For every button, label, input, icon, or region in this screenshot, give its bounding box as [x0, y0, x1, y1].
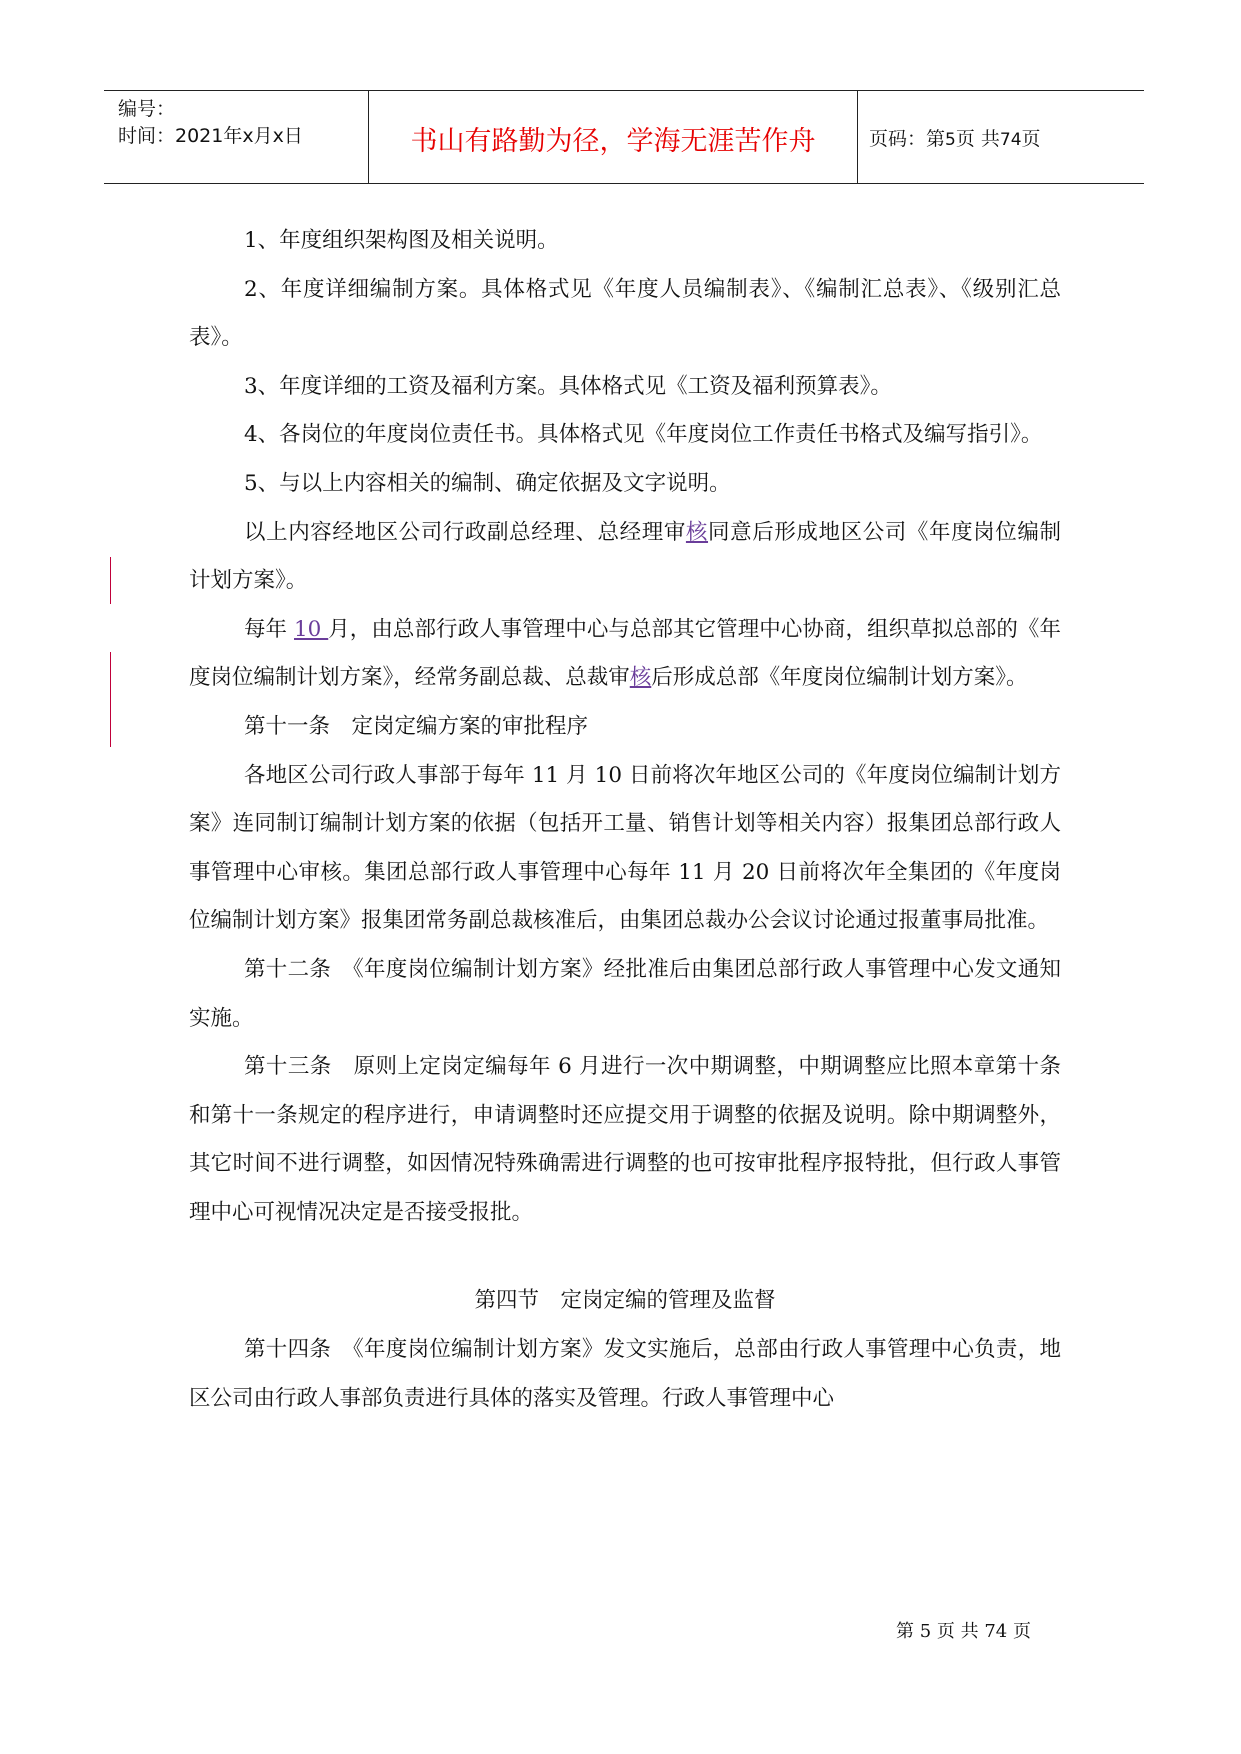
header-info-cell [104, 91, 368, 183]
paragraph: 1、年度组织架构图及相关说明。 [244, 228, 559, 253]
revised-text: 核 [629, 665, 652, 691]
serial-label: 编号： [118, 98, 176, 120]
document-body [189, 217, 1061, 1423]
paragraph: 4、各岗位的年度岗位责任书。具体格式见《年度岗位工作责任书格式及编写指引》。 [244, 422, 1043, 448]
revised-text: 核 [685, 519, 709, 545]
text-run: 以上内容经地区公司行政副总经理、总经理审 [244, 519, 686, 545]
page-prefix: 页码：第 [869, 128, 946, 150]
page-number: 5 [945, 130, 956, 150]
section-title: 第四节 定岗定编的管理及监督 [474, 1288, 776, 1314]
page-mid: 页 共 [955, 128, 1000, 150]
paragraph-review [189, 509, 1061, 606]
paragraph-october [189, 606, 1061, 703]
revision-bar [110, 652, 111, 747]
page-info [869, 124, 1041, 151]
revision-bar [110, 557, 111, 604]
paragraph: 5、与以上内容相关的编制、确定依据及文字说明。 [244, 470, 731, 496]
time-label: 时间：2021年x月x日 [118, 125, 303, 147]
motto: 书山有路勤为径，学海无涯苦作舟 [410, 126, 816, 157]
text-run: 同意后形成地区公司《年度岗位编制计划方案》。 [189, 519, 1061, 594]
paragraph: 第十四条 《年度岗位编制计划方案》发文实施后，总部由行政人事管理中心负责，地区公司由行政人事部负责进行具体的落实及管理。行政人事管理中心 [189, 1337, 1061, 1411]
page-footer: 第 5 页 共 74 页 [896, 1621, 1031, 1642]
paragraph: 2、年度详细编制方案。具体格式见《年度人员编制表》、《编制汇总表》、《级别汇总表》。 [189, 276, 1061, 351]
paragraph: 各地区公司行政人事部于每年 11 月 10 日前将次年地区公司的《年度岗位编制计划方案》连同制订编制计划方案的依据（包括开工量、销售计划等相关内容）报集团总部行政人事管理中心审核。集团总部行政人事管理中心每年 11 月 20 日前将次年全集团的《年度岗位编制计划方案》报集团常务副总裁核准后，由集团总裁办公会议讨论通过报董事局批准。 [189, 762, 1061, 934]
page-total: 74 [999, 130, 1022, 150]
header-page-cell [857, 91, 1144, 183]
paragraph: 3、年度详细的工资及福利方案。具体格式见《工资及福利预算表》。 [244, 373, 892, 399]
page-header [104, 90, 1144, 184]
revised-text: 10 [294, 616, 329, 642]
text-run: 后形成总部《年度岗位编制计划方案》。 [651, 665, 1028, 691]
article-heading: 第十一条 定岗定编方案的审批程序 [244, 713, 589, 739]
paragraph: 第十二条 《年度岗位编制计划方案》经批准后由集团总部行政人事管理中心发文通知实施。 [189, 956, 1061, 1031]
page-suffix: 页 [1021, 128, 1041, 150]
text-run: 每年 [244, 616, 294, 642]
text-run: 月，由总部行政人事管理中心与总部其它管理中心协商，组织草拟总部的《年度岗位编制计划方案》，经常务副总裁、总裁审 [189, 616, 1061, 691]
paragraph: 第十三条 原则上定岗定编每年 6 月进行一次中期调整，中期调整应比照本章第十条和第十一条规定的程序进行，申请调整时还应提交用于调整的依据及说明。除中期调整外，其它时间不进行调整，如因情况特殊确需进行调整的也可按审批程序报特批，但行政人事管理中心可视情况决定是否接受报批。 [189, 1054, 1061, 1225]
header-motto-cell [368, 91, 858, 183]
